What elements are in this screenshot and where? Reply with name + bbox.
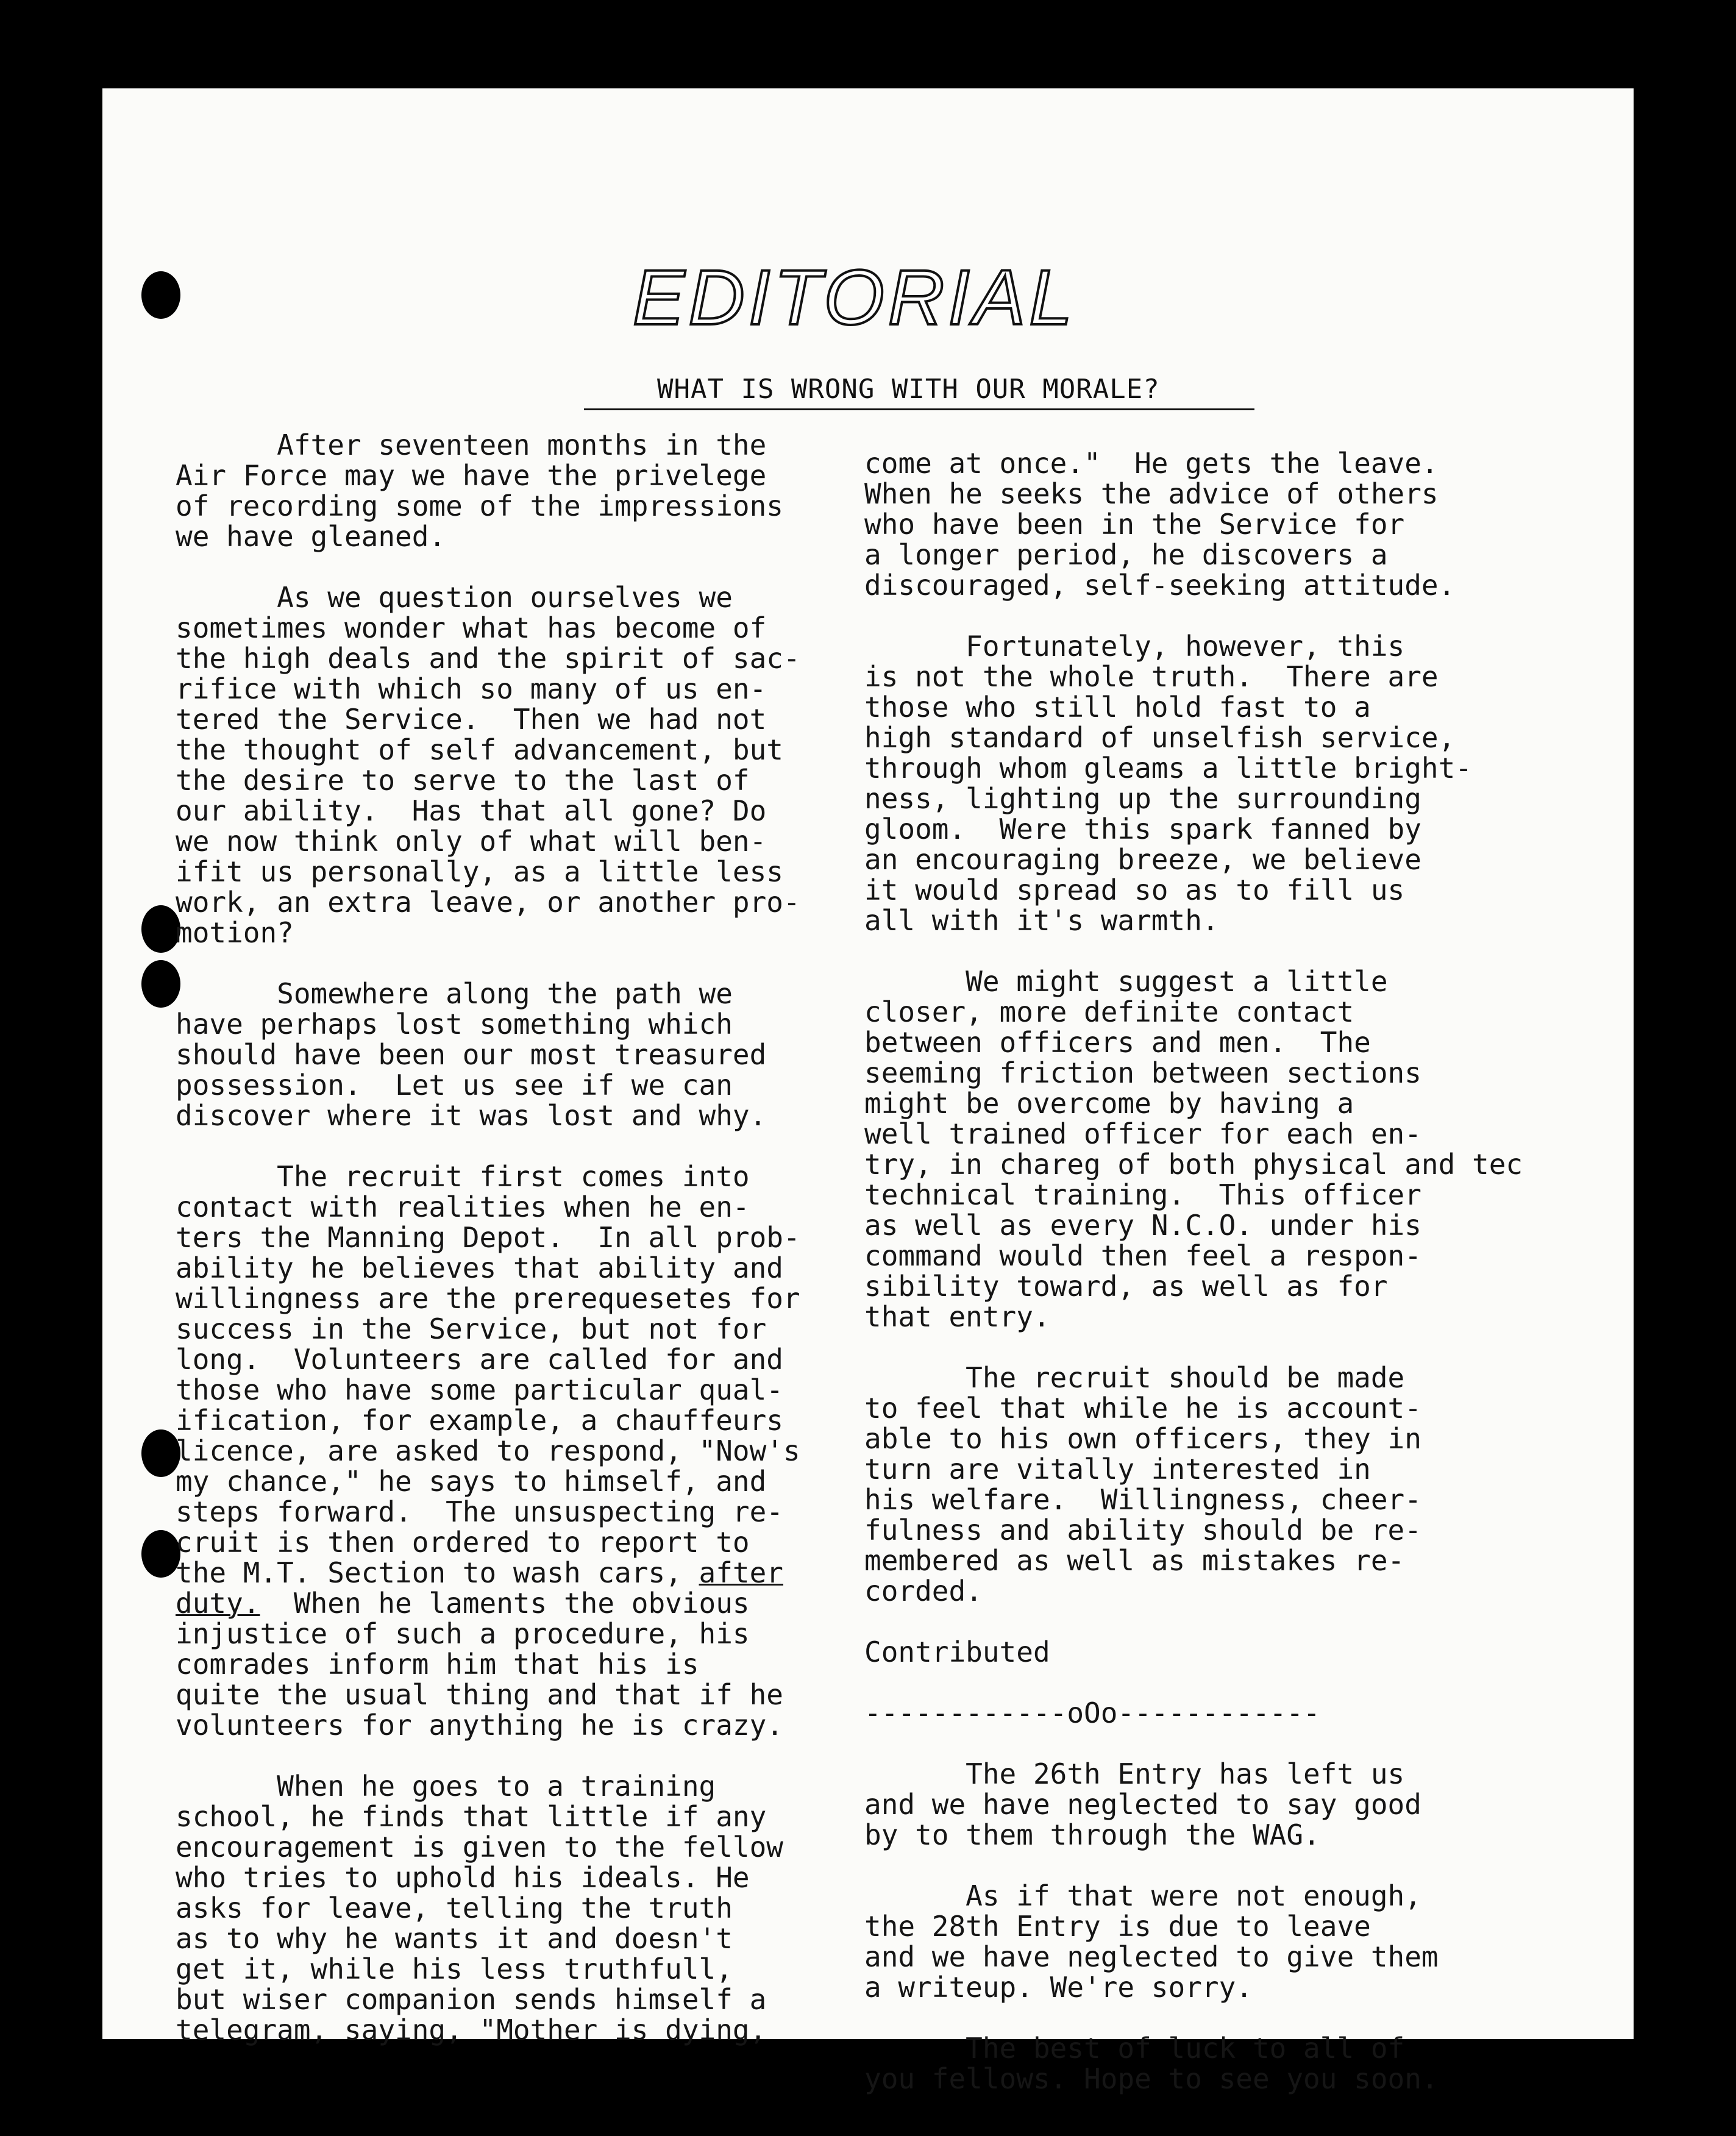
paragraph: We might suggest a little closer, more definite contact between officers and men. The seeming friction between sections might be overcome by having a well trained officer for each en- try, in chareg of both physical and tec technical training. This officer as well as every N.C.O. under his command would then feel a respon- sibility toward, as well as for that entry. — [864, 965, 1523, 1333]
punch-hole — [141, 271, 180, 319]
paragraph — [176, 1161, 950, 1740]
article-headline: WHAT IS WRONG WITH OUR MORALE? — [584, 374, 1254, 410]
paragraph: The 26th Entry has left us and we have neglected to say good by to them through the WAG. — [864, 1757, 1421, 1851]
underlined-word: duty. — [176, 1587, 260, 1620]
left-column — [176, 430, 950, 2076]
paragraph: Fortunately, however, this is not the whole truth. There are those who still hold fast to a high standard of unselfish service, through whom gleams a little bright- ness, lighting up the surrounding gloom. Were this spark fanned by an encouraging breeze, we believe it would spread so as to fill us all with it's warmth. — [864, 630, 1472, 937]
paragraph: After seventeen months in the Air Force may we have the privelege of recording some of the impressions we have gleaned. — [176, 429, 783, 553]
underlined-word: after — [699, 1556, 784, 1589]
punch-hole — [141, 960, 180, 1008]
paragraph-text: The recruit first comes into contact with realities when he en- ters the Manning Depot. In all prob- ability he believes that ability and willingness are the prerequesetes for success in the Service, but not for long. Volunteers are called for and those who have some particular qual- ification, for example, a chauffeurs licence, are asked to respond, "Now's my chance," he says to himself, and steps forward. The unsuspecting re- cruit is then ordered to report to the M.T. Section to wash cars, — [176, 1160, 800, 1589]
right-column — [864, 448, 1632, 2124]
paragraph: As we question ourselves we sometimes wonder what has become of the high deals and the spirit of sac- rifice with which so many of us en- tered the Service. Then we had not the thought of self advancement, but the desire to serve to the last of our ability. Has that all gone? Do we now think only of what will ben- ifit us personally, as a little less work, an extra leave, or another pro- motion? — [176, 581, 800, 949]
paragraph: When he goes to a training school, he finds that little if any encouragement is given to the fellow who tries to uphold his ideals. He asks for leave, telling the truth as to why he wants it and doesn't get it, while his less truthfull, but wiser companion sends himself a telegram, saying, "Mother is dying, — [176, 1770, 783, 2046]
paragraph: The best of luck to all of you fellows. Hope to see you soon. — [864, 2032, 1439, 2095]
paragraph: As if that were not enough, the 28th Entry is due to leave and we have neglected to give them a writeup. We're sorry. — [864, 1879, 1439, 2004]
punch-hole — [141, 1429, 180, 1477]
section-divider: ------------oOo------------ — [864, 1696, 1320, 1729]
masthead-title: EDITORIAL — [633, 254, 1076, 341]
paragraph: come at once." He gets the leave. When he seeks the advice of others who have been in the Service for a longer period, he discovers a discouraged, self-seeking attitude. — [864, 447, 1456, 602]
paragraph: The recruit should be made to feel that while he is account- able to his own officers, they in turn are vitally interested in his welfare. Willingness, cheer- fulness and ability should be re- membered as well as mistakes re- corded. — [864, 1361, 1421, 1607]
punch-hole — [141, 1530, 180, 1578]
page-sheet — [102, 88, 1634, 2095]
paragraph-text: When he laments the obvious injustice of such a procedure, his comrades inform him that his is quite the usual thing and that if he volunteers for anything he is crazy. — [176, 1587, 783, 1742]
paragraph: Somewhere along the path we have perhaps lost something which should have been our most treasured possession. Let us see if we can discover where it was lost and why. — [176, 977, 767, 1132]
contributed-credit: Contributed — [864, 1636, 1050, 1668]
punch-hole — [141, 905, 180, 953]
